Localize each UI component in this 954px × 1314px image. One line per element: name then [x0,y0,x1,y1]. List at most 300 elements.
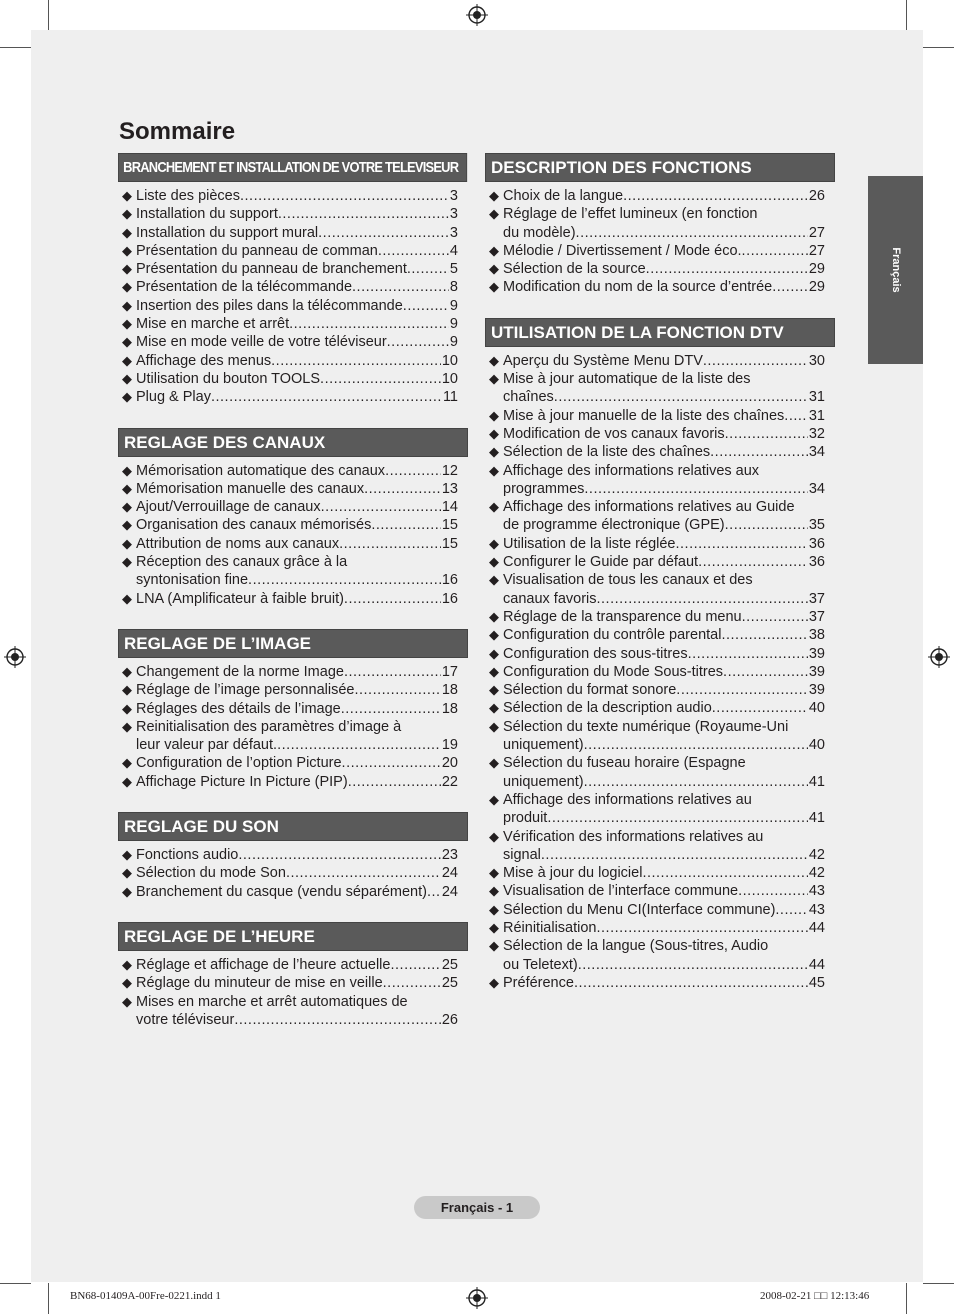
toc-entry-label: Utilisation du bouton TOOLS [136,370,321,387]
dot-leader [364,480,441,498]
toc-entry-label: Visualisation de tous les canaux et des [503,572,753,589]
toc-entry[interactable] [122,535,458,553]
toc-page-number: 22 [441,773,458,790]
diamond-bullet-icon: ◆ [489,627,499,643]
diamond-bullet-icon: ◆ [122,334,132,350]
toc-page-number: 41 [808,810,825,827]
diamond-bullet-icon: ◆ [122,316,132,332]
toc-page-number: 12 [441,462,458,479]
dot-leader [238,846,440,864]
toc-entry-label: Réglage du minuteur de mise en veille [136,975,383,992]
toc-entry-label: Choix de la langue [503,188,624,204]
dot-leader [698,553,808,571]
diamond-bullet-icon: ◆ [489,938,499,954]
toc-right-column [485,153,835,1013]
print-slug-file: BN68-01409A-00Fre-0221.indd 1 [70,1290,221,1302]
toc-page-number: 35 [808,517,825,534]
toc-entry-label: syntonisation fine [136,572,249,589]
diamond-bullet-icon: ◆ [122,535,132,551]
toc-page-number: 29 [808,261,825,278]
toc-page-number: 42 [808,865,825,882]
toc-entry[interactable] [122,205,458,223]
toc-page-number: 39 [808,645,825,662]
toc-entry[interactable] [122,388,458,406]
toc-page-number: 18 [441,700,458,717]
toc-page-number: 3 [449,224,458,241]
toc-page-number: 25 [441,975,458,992]
diamond-bullet-icon: ◆ [489,901,499,917]
dot-leader [234,1011,441,1029]
toc-entry[interactable] [122,883,458,901]
toc-entry[interactable] [489,407,825,425]
toc-entry[interactable] [489,370,825,407]
diamond-bullet-icon: ◆ [489,352,499,368]
dot-leader [320,370,441,388]
dot-leader [348,773,441,791]
dot-leader [390,956,440,974]
diamond-bullet-icon: ◆ [122,975,132,991]
toc-page-number: 5 [449,261,458,278]
diamond-bullet-icon: ◆ [489,883,499,899]
dot-leader [378,242,449,260]
toc-entry-label: Fonctions audio [136,847,239,864]
toc-page-number: 31 [808,407,825,424]
dot-leader [784,407,808,425]
toc-entry-label: Configuration du contrôle parental [503,627,722,644]
toc-entry-label: Aperçu du Système Menu DTV [503,352,703,369]
dot-leader [248,571,441,589]
section-heading: REGLAGE DE L’HEURE [118,922,468,951]
toc-entry-label: Plug & Play [136,389,211,406]
toc-list [118,841,468,901]
toc-entry[interactable] [489,919,825,937]
diamond-bullet-icon: ◆ [122,700,132,716]
language-side-tab [868,176,923,364]
toc-entry-label: uniquement) [503,773,584,790]
diamond-bullet-icon: ◆ [489,407,499,423]
toc-entry-label: LNA (Amplificateur à faible bruit) [136,590,344,607]
toc-entry[interactable] [122,333,458,351]
toc-entry-label: Mémorisation manuelle des canaux [136,480,365,497]
toc-entry-label: Vérification des informations relatives au [503,828,764,845]
toc-entry[interactable] [122,260,458,278]
dot-leader [725,425,808,443]
toc-entry-label: Branchement du casque (vendu séparément) [136,883,427,900]
toc-page-number: 24 [441,865,458,882]
toc-entry[interactable] [489,791,825,828]
toc-page-number: 37 [808,590,825,607]
toc-page-number: 9 [449,297,458,314]
toc-entry[interactable] [489,663,825,681]
toc-entry[interactable] [489,681,825,699]
toc-list [118,457,468,608]
diamond-bullet-icon: ◆ [122,755,132,771]
toc-section [118,812,468,901]
diamond-bullet-icon: ◆ [122,773,132,789]
toc-page-number: 39 [808,682,825,699]
toc-entry-label: Ajout/Verrouillage de canaux [136,499,321,516]
diamond-bullet-icon: ◆ [122,188,132,203]
toc-entry[interactable] [489,462,825,499]
crop-mark [906,0,907,31]
dot-leader [318,224,449,242]
dot-leader [407,260,449,278]
toc-entry[interactable] [122,352,458,370]
diamond-bullet-icon: ◆ [489,242,499,258]
toc-entry-label: ou Teletext) [503,956,578,973]
toc-entry[interactable] [489,553,825,571]
toc-entry-label: chaînes [503,389,554,406]
toc-entry[interactable] [122,297,458,315]
toc-entry-label: Organisation des canaux mémorisés [136,517,372,534]
toc-entry[interactable] [489,205,825,242]
toc-entry-label: Mémorisation automatique des canaux [136,462,386,479]
diamond-bullet-icon: ◆ [489,572,499,588]
toc-entry[interactable] [122,315,458,333]
toc-entry-label: Mise à jour manuelle de la liste des chaînes [503,407,785,424]
toc-entry[interactable] [489,260,825,278]
dot-leader [578,956,808,974]
toc-page-number: 18 [441,682,458,699]
diamond-bullet-icon: ◆ [122,480,132,496]
toc-section [118,428,468,608]
dot-leader [721,626,807,644]
diamond-bullet-icon: ◆ [489,755,499,771]
toc-entry[interactable] [489,937,825,974]
toc-page-number: 27 [808,224,825,241]
diamond-bullet-icon: ◆ [122,590,132,606]
dot-leader [703,352,808,370]
toc-page-number: 16 [441,590,458,607]
diamond-bullet-icon: ◆ [489,663,499,679]
toc-entry[interactable] [122,516,458,534]
toc-page-number: 34 [808,444,825,461]
toc-entry[interactable] [122,956,458,974]
toc-page-number: 25 [441,956,458,973]
toc-page-number: 45 [808,974,825,991]
dot-leader [278,205,449,223]
toc-section [118,153,468,407]
dot-leader [738,882,808,900]
section-heading: REGLAGE DU SON [118,812,468,841]
dot-leader [342,754,441,772]
crop-mark [923,47,954,48]
toc-entry[interactable] [489,626,825,644]
toc-entry-label: signal [503,846,541,863]
toc-page-number: 43 [808,901,825,918]
toc-entry[interactable] [489,571,825,608]
toc-entry[interactable] [122,846,458,864]
toc-entry-label: Configurer le Guide par défaut [503,554,699,571]
toc-entry[interactable] [122,700,458,718]
toc-entry-label: Sélection du Menu CI(Interface commune) [503,901,776,918]
dot-leader [289,315,449,333]
toc-entry[interactable] [122,681,458,699]
toc-entry[interactable] [122,974,458,992]
dot-leader [554,388,808,406]
toc-entry[interactable] [489,901,825,919]
dot-leader [321,498,441,516]
diamond-bullet-icon: ◆ [122,279,132,295]
toc-entry[interactable] [489,828,825,865]
toc-page-number: 32 [808,425,825,442]
toc-list [118,658,468,791]
dot-leader [623,187,808,205]
toc-page-number: 13 [441,480,458,497]
toc-entry[interactable] [489,882,825,900]
toc-entry[interactable] [489,864,825,882]
diamond-bullet-icon: ◆ [122,517,132,533]
section-heading: DESCRIPTION DES FONCTIONS [485,153,835,182]
diamond-bullet-icon: ◆ [122,865,132,881]
dot-leader [597,919,808,937]
toc-entry-label: Sélection de la description audio [503,700,712,717]
toc-entry[interactable] [122,224,458,242]
diamond-bullet-icon: ◆ [489,682,499,698]
toc-entry-label: Mise à jour automatique de la liste des [503,371,751,388]
dot-leader [427,883,441,901]
diamond-bullet-icon: ◆ [489,919,499,935]
diamond-bullet-icon: ◆ [489,645,499,661]
crop-mark [906,1283,907,1314]
diamond-bullet-icon: ◆ [489,279,499,295]
toc-entry[interactable] [122,663,458,681]
print-slug-timestamp: 2008-02-21 □□ 12:13:46 [760,1290,870,1302]
toc-page-number: 34 [808,480,825,497]
toc-entry[interactable] [122,590,458,608]
toc-entry[interactable] [489,608,825,626]
toc-page-number: 37 [808,608,825,625]
toc-page-number: 10 [441,370,458,387]
toc-entry-label: Réglages des détails de l’image [136,700,341,717]
section-heading: UTILISATION DE LA FONCTION DTV [485,318,835,347]
toc-entry[interactable] [489,699,825,717]
toc-page-number: 9 [449,316,458,333]
toc-list [118,182,468,407]
toc-entry-label: Affichage des informations relatives au [503,791,752,808]
diamond-bullet-icon: ◆ [489,261,499,277]
toc-page-number: 31 [808,389,825,406]
diamond-bullet-icon: ◆ [122,462,132,478]
toc-entry-label: Réception des canaux grâce à la [136,554,348,571]
toc-entry[interactable] [122,993,458,1030]
toc-entry[interactable] [489,242,825,260]
toc-entry[interactable] [489,645,825,663]
toc-page-number: 16 [441,572,458,589]
toc-entry[interactable] [489,352,825,370]
toc-entry-label: Sélection du texte numérique (Royaume-Uni [503,718,789,735]
toc-entry-label: Sélection du format sonore [503,682,677,699]
dot-leader [383,974,441,992]
crop-mark [48,0,49,31]
toc-entry-label: Installation du support [136,206,278,223]
toc-page-number: 3 [449,188,458,204]
diamond-bullet-icon: ◆ [122,370,132,386]
diamond-bullet-icon: ◆ [122,956,132,972]
dot-leader [403,297,449,315]
dot-leader [547,809,808,827]
toc-entry-label: Mise en marche et arrêt [136,316,290,333]
diamond-bullet-icon: ◆ [489,206,499,222]
diamond-bullet-icon: ◆ [122,663,132,679]
registration-mark-icon [4,646,26,668]
dot-leader [286,864,441,882]
dot-leader [385,462,441,480]
toc-entry-label: Attribution de noms aux canaux [136,535,340,552]
toc-entry[interactable] [489,535,825,553]
toc-entry[interactable] [122,498,458,516]
dot-leader [584,773,808,791]
toc-entry[interactable] [122,462,458,480]
toc-page-number: 15 [441,517,458,534]
diamond-bullet-icon: ◆ [489,371,499,387]
toc-page-number: 42 [808,846,825,863]
dot-leader [646,260,808,278]
diamond-bullet-icon: ◆ [489,718,499,734]
toc-entry-label: Sélection du fuseau horaire (Espagne [503,755,746,772]
toc-entry[interactable] [122,370,458,388]
toc-entry[interactable] [489,974,825,992]
diamond-bullet-icon: ◆ [489,188,499,203]
dot-leader [339,535,441,553]
crop-mark [48,1283,49,1314]
diamond-bullet-icon: ◆ [122,499,132,515]
toc-page-number: 36 [808,535,825,552]
toc-entry[interactable] [489,718,825,755]
section-heading: REGLAGE DE L’IMAGE [118,629,468,658]
toc-page-number: 36 [808,554,825,571]
dot-leader [387,333,449,351]
diamond-bullet-icon: ◆ [122,718,132,734]
toc-page-number: 26 [808,188,825,204]
toc-entry[interactable] [489,498,825,535]
toc-entry-label: Installation du support mural [136,224,319,241]
toc-page-number: 17 [441,663,458,680]
toc-entry-label: Affichage des informations relatives aux [503,462,760,479]
toc-entry[interactable] [122,864,458,882]
diamond-bullet-icon: ◆ [489,425,499,441]
toc-entry[interactable] [122,553,458,590]
diamond-bullet-icon: ◆ [489,700,499,716]
dot-leader [354,681,440,699]
toc-entry-label: Sélection de la source [503,261,646,278]
diamond-bullet-icon: ◆ [122,993,132,1009]
diamond-bullet-icon: ◆ [489,554,499,570]
toc-entry-label: Changement de la norme Image [136,663,344,680]
dot-leader [710,443,808,461]
toc-page-number: 10 [441,352,458,369]
toc-entry-label: produit [503,810,548,827]
diamond-bullet-icon: ◆ [489,608,499,624]
toc-page-number: 41 [808,773,825,790]
toc-entry-label: leur valeur par défaut. [136,737,278,754]
toc-entry-label: Insertion des piles dans la télécommande [136,297,403,314]
registration-mark-icon [466,4,488,26]
toc-entry-label: Utilisation de la liste réglée [503,535,676,552]
dot-leader [676,681,808,699]
diamond-bullet-icon: ◆ [489,791,499,807]
toc-entry[interactable] [122,718,458,755]
toc-page-number: 9 [449,334,458,351]
toc-entry-label: Configuration des sous-titres [503,645,688,662]
diamond-bullet-icon: ◆ [489,865,499,881]
dot-leader [775,901,807,919]
toc-page-number: 8 [449,279,458,296]
toc-list [485,182,835,297]
toc-page-number: 27 [808,242,825,259]
toc-entry-label: Réglage de l’effet lumineux (en fonction [503,206,758,223]
toc-entry-label: votre téléviseur [136,1011,235,1028]
diamond-bullet-icon: ◆ [122,847,132,863]
toc-entry-label: Préférence [503,974,574,991]
dot-leader [576,224,808,242]
toc-page-number: 38 [808,627,825,644]
dot-leader [725,516,808,534]
diamond-bullet-icon: ◆ [489,535,499,551]
toc-page-number: 26 [441,1011,458,1028]
toc-list [485,347,835,992]
toc-entry-label: Réglage de l’image personnalisée [136,682,355,699]
toc-list [118,951,468,1029]
toc-page-number: 43 [808,883,825,900]
dot-leader [772,278,808,296]
toc-entry[interactable] [122,754,458,772]
toc-entry-label: Sélection de la liste des chaînes [503,444,711,461]
toc-entry[interactable] [489,425,825,443]
page-number-footer: Français - 1 [414,1196,540,1219]
toc-entry[interactable] [122,278,458,296]
toc-page-number: 23 [441,847,458,864]
toc-entry-label: Affichage des menus [136,352,272,369]
toc-section [485,318,835,992]
registration-mark-icon [928,646,950,668]
toc-entry[interactable] [489,754,825,791]
toc-page-number: 14 [441,499,458,516]
toc-entry[interactable] [122,242,458,260]
toc-page-number: 11 [442,389,458,406]
diamond-bullet-icon: ◆ [122,297,132,313]
toc-entry-label: Réinitialisation [503,919,597,936]
toc-entry-label: Visualisation de l’interface commune [503,883,739,900]
section-heading: BRANCHEMENT ET INSTALLATION DE VOTRE TELEVISEUR [118,153,467,182]
dot-leader [584,480,807,498]
toc-entry[interactable] [489,443,825,461]
toc-entry[interactable] [489,278,825,296]
dot-leader [341,700,441,718]
toc-entry-label: Présentation du panneau de comman [136,242,378,259]
dot-leader [742,608,808,626]
dot-leader [642,864,807,882]
dot-leader [271,352,441,370]
dot-leader [712,699,808,717]
toc-page-number: 4 [449,242,458,259]
toc-entry-label: Mélodie / Divertissement / Mode éco. [503,242,742,259]
toc-page-number: 44 [808,956,825,973]
toc-section [118,629,468,791]
toc-left-column [118,153,468,1050]
toc-entry[interactable] [122,480,458,498]
toc-page-number: 24 [441,883,458,900]
toc-entry-label: du modèle) [503,224,576,241]
toc-entry[interactable] [122,187,458,205]
dot-leader [723,663,808,681]
toc-entry-label: Présentation du panneau de branchement [136,261,407,278]
diamond-bullet-icon: ◆ [489,974,499,990]
toc-page-number: 29 [808,279,825,296]
toc-entry[interactable] [122,773,458,791]
toc-entry[interactable] [489,187,825,205]
toc-page-number: 44 [808,919,825,936]
